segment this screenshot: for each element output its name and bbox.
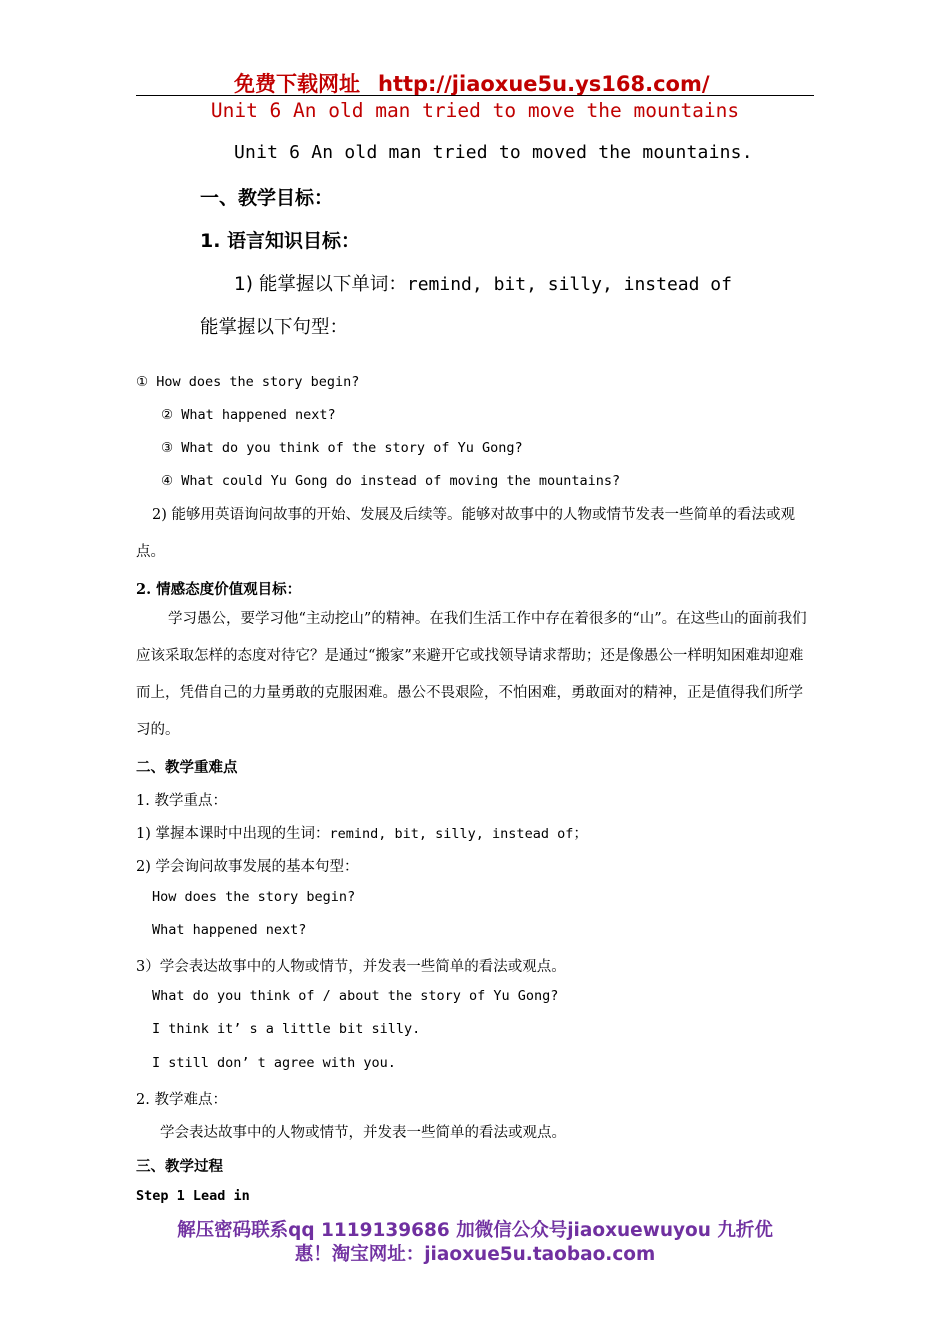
key1-words: remind, bit, silly, instead of <box>329 826 574 842</box>
emotion-paragraph: 学习愚公，要学习他“主动挖山”的精神。在我们生活工作中存在着很多的“山”。在这些山的面前我们应该采取怎样的态度对待它？是通过“搬家”来避开它或找领导请求帮助；还是像愚公一样明知困难却迎难而上，凭借自己的力量勇敢的克服困难。愚公不畏艰险，不怕困难，勇敢面对的精神，正是值得我们所学习的。 <box>136 611 807 738</box>
key-point-3: 3）学会表达故事中的人物或情节，并发表一些简单的看法或观点。 <box>136 959 566 975</box>
example-sentence: What happened next? <box>152 922 307 938</box>
step1-heading: Step 1 Lead in <box>136 1188 250 1204</box>
key1-suffix: ； <box>573 826 588 842</box>
difficulty-text: 学会表达故事中的人物或情节，并发表一些简单的看法或观点。 <box>160 1125 566 1141</box>
words-prefix: 1) 能掌握以下单词： <box>234 274 407 295</box>
header-banner <box>234 68 710 98</box>
footer-line-2[interactable]: 惠！淘宝网址：jiaoxue5u.taobao.com <box>294 1244 656 1265</box>
key1-prefix: 1) 掌握本课时中出现的生词： <box>136 826 330 842</box>
difficulty-label: 2. 教学难点： <box>136 1092 227 1108</box>
sentence-item: ③ What do you think of the story of Yu Gong? <box>161 440 523 456</box>
header-site-url[interactable]: http://jiaoxue5u.ys168.com/ <box>378 72 710 96</box>
sentence-item: ④ What could Yu Gong do instead of moving the mountains? <box>161 473 621 489</box>
sentence-item: ① How does the story begin? <box>136 374 360 390</box>
document-title: Unit 6 An old man tried to moved the mountains. <box>234 142 753 163</box>
point2-paragraph: 2) 能够用英语询问故事的开始、发展及后续等。能够对故事中的人物或情节发表一些简单的看法或观点。 <box>136 507 795 560</box>
example-sentence: How does the story begin? <box>152 889 356 905</box>
words-line <box>234 270 732 296</box>
document-title-red: Unit 6 An old man tried to move the mountains <box>210 99 740 122</box>
header-site-label: 免费下载网址 <box>234 72 360 96</box>
section1-heading: 一、教学目标： <box>200 187 334 209</box>
footer-line-1: 解压密码联系qq 1119139686 加微信公众号jiaoxuewuyou 九折优 <box>177 1220 773 1241</box>
section1-sub1: 1. 语言知识目标： <box>200 230 361 252</box>
section1-sub2: 2. 情感态度价值观目标： <box>136 581 302 598</box>
section2-heading: 二、教学重难点 <box>136 759 238 776</box>
example-sentence: What do you think of / about the story of Yu Gong? <box>152 988 559 1004</box>
words-list: remind, bit, silly, instead of <box>406 274 732 295</box>
section3-heading: 三、教学过程 <box>136 1158 223 1175</box>
footer-contact <box>0 1219 950 1267</box>
example-sentence: I still don’ t agree with you. <box>152 1055 396 1071</box>
key-point-2: 2) 学会询问故事发展的基本句型： <box>136 859 359 875</box>
example-sentence: I think it’ s a little bit silly. <box>152 1021 421 1037</box>
sentences-label: 能掌握以下句型： <box>200 317 349 338</box>
sentence-item: ② What happened next? <box>161 407 336 423</box>
header-divider <box>136 95 814 96</box>
key-points-label: 1. 教学重点： <box>136 793 227 809</box>
key-point-1 <box>136 822 588 843</box>
